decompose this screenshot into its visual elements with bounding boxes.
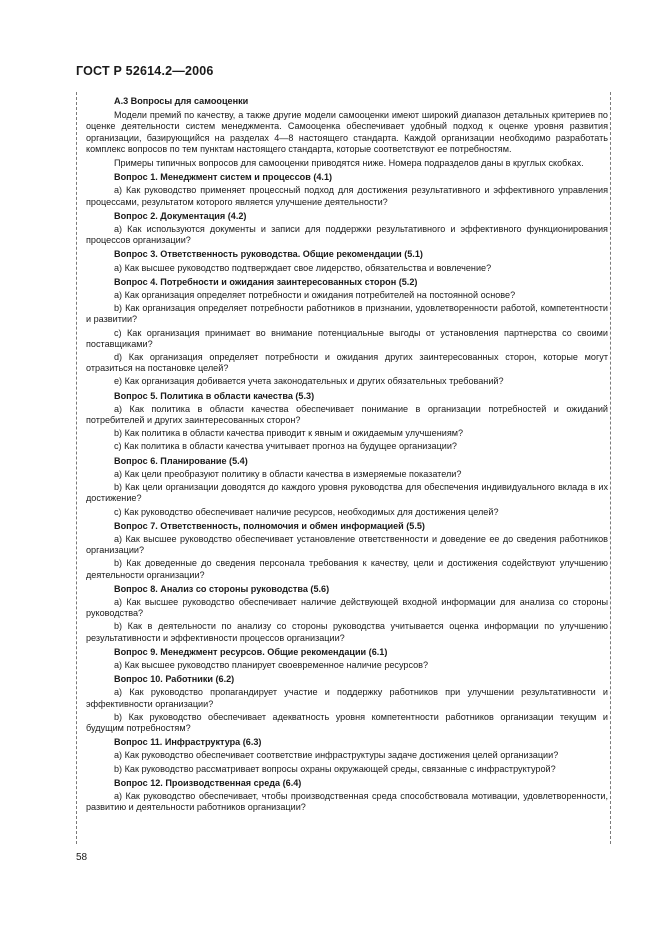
question-title: Вопрос 5. Политика в области качества (5.3) (114, 390, 315, 401)
question-answer: b) Как руководство рассматривает вопросы охраны окружающей среды, связанные с инфраструктурой? (114, 763, 556, 774)
question-title: Вопрос 1. Менеджмент систем и процессов (4.1) (114, 172, 333, 183)
question-title: Вопрос 4. Потребности и ожидания заинтересованных сторон (5.2) (114, 276, 418, 287)
question-answer: а) Как высшее руководство подтверждает свое лидерство, обязательства и вовлечение? (114, 262, 492, 273)
question-title: Вопрос 9. Менеджмент ресурсов. Общие рекомендации (6.1) (114, 646, 388, 657)
question-title: Вопрос 6. Планирование (5.4) (114, 455, 248, 466)
questions-list (86, 172, 608, 813)
question-answer: b) Как политика в области качества приводит к явным и ожидаемым улучшениям? (114, 428, 464, 439)
intro-paragraph: Примеры типичных вопросов для самооценки приводятся ниже. Номера подразделов даны в круглых скобках. (114, 158, 584, 169)
question-title: Вопрос 7. Ответственность, полномочия и обмен информацией (5.5) (114, 520, 425, 531)
left-margin-line (76, 92, 77, 844)
question-answer: а) Как высшее руководство планирует своевременное наличие ресурсов? (114, 659, 429, 670)
question-answer: d) Как организация определяет потребности и ожидания других заинтересованных сторон, которые могут отразиться на постановке целей? (86, 352, 608, 374)
question-answer: а) Как руководство применяет процессный подход для достижения результативного и эффективного управления процессами, результатом которого является улучшение деятельности? (86, 185, 608, 207)
question-answer: е) Как организация добивается учета законодательных и других обязательных требований? (114, 376, 504, 387)
page-number: 58 (76, 852, 88, 863)
document-header: ГОСТ Р 52614.2—2006 (76, 64, 214, 78)
question-title: Вопрос 12. Производственная среда (6.4) (114, 777, 302, 788)
question-answer: а) Как организация определяет потребности и ожидания потребителей на постоянной основе? (114, 290, 516, 301)
right-margin-line (610, 92, 611, 844)
question-answer: а) Как используются документы и записи для поддержки результативного и эффективного функционирования процессов организации? (86, 224, 608, 246)
question-title: Вопрос 10. Работники (6.2) (114, 674, 235, 685)
question-answer: а) Как цели преобразуют политику в области качества в измеряемые показатели? (114, 468, 462, 479)
question-answer: а) Как руководство обеспечивает, чтобы производственная среда способствовала мотивации, удовлетворенности, развитию и деятельности работников организации? (86, 790, 608, 813)
question-answer: а) Как политика в области качества обеспечивает понимание в организации потребностей и ожиданий потребителей и других заинтересованных сторон? (86, 403, 608, 426)
question-answer: b) Как в деятельности по анализу со стороны руководства учитывается оценка информации по улучшению результативности и эффективности процессов организации? (86, 621, 608, 643)
question-answer: b) Как доведенные до сведения персонала требования к качеству, цели и достижения содействуют улучшению деятельности организации? (86, 558, 608, 580)
question-answer: а) Как высшее руководство обеспечивает наличие действующей входной информации для анализа со стороны руководства? (86, 596, 608, 619)
intro-paragraph: Модели премий по качеству, а также другие модели самооценки имеют широкий диапазон детальных критериев по оценке деятельности систем менеджмента. Самооценка обеспечивает удобный подход к оценке уровня развития организации, базирующийся на разделах 4—8 настоящего стандарта. Каждой организации необходимо разработать комплекс вопросов по тем пунктам настоящего стандарта, которые соответствуют ее потребностям. (86, 110, 608, 154)
question-answer: с) Как политика в области качества учитывает прогноз на будущее организации? (114, 441, 457, 452)
question-answer: а) Как руководство пропагандирует участие и поддержку работников при улучшении результативности и эффективности организации? (86, 687, 608, 709)
question-title: Вопрос 3. Ответственность руководства. Общие рекомендации (5.1) (114, 249, 423, 260)
question-answer: b) Как цели организации доводятся до каждого уровня руководства для обеспечения индивидуального вклада в их достижение? (86, 482, 608, 504)
question-answer: с) Как организация принимает во внимание потенциальные выгоды от установления партнерства со своими поставщиками? (86, 327, 608, 349)
question-answer: а) Как руководство обеспечивает соответствие инфраструктуры задаче достижения целей организации? (114, 750, 559, 761)
section-title: А.3 Вопросы для самооценки (114, 96, 249, 106)
question-title: Вопрос 2. Документация (4.2) (114, 210, 247, 221)
question-answer: b) Как руководство обеспечивает адекватность уровня компетентности работников организации текущим и будущим потребностям? (86, 711, 608, 733)
question-title: Вопрос 11. Инфраструктура (6.3) (114, 737, 262, 748)
question-title: Вопрос 8. Анализ со стороны руководства (5.6) (114, 583, 330, 594)
page-content (86, 96, 608, 815)
question-answer: с) Как руководство обеспечивает наличие ресурсов, необходимых для достижения целей? (114, 506, 499, 517)
question-answer: а) Как высшее руководство обеспечивает установление ответственности и доведение ее до сведения работников организации? (86, 533, 608, 556)
question-answer: b) Как организация определяет потребности работников в признании, удовлетворенности работой, компетентности и развитии? (86, 303, 608, 325)
